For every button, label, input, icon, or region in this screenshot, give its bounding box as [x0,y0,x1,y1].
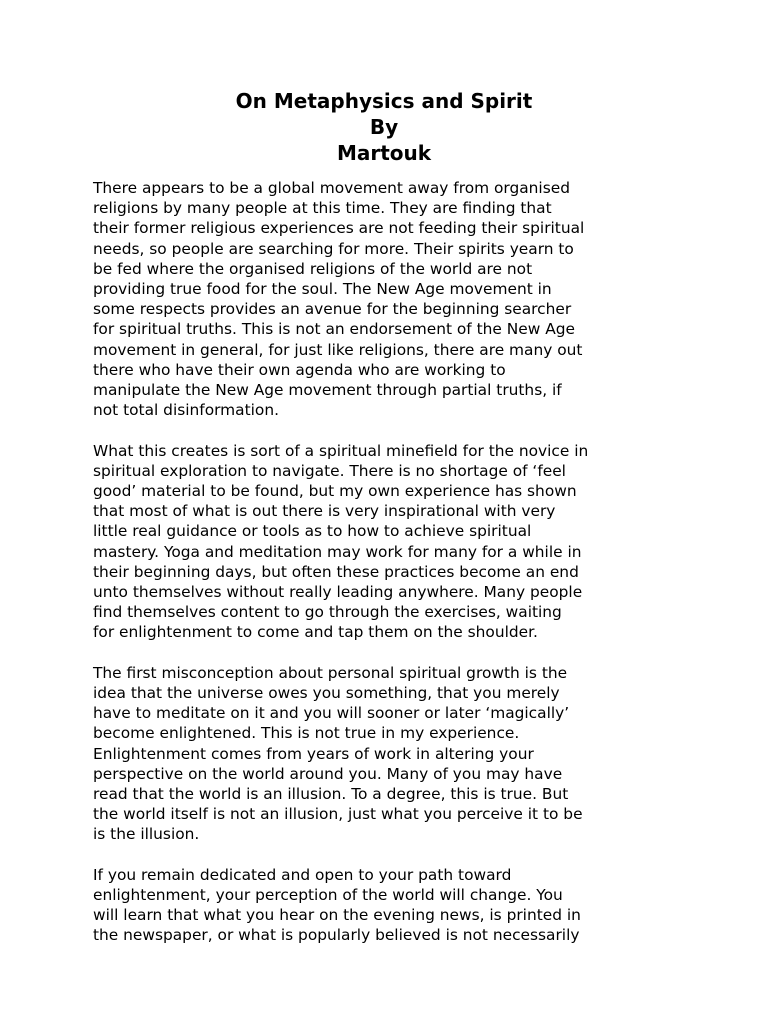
paragraph-line: for enlightenment to come and tap them on the shoulder. [93,623,538,642]
paragraph-line: religions by many people at this time. They are finding that [93,199,552,218]
paragraph-line: perspective on the world around you. Many of you may have [93,764,563,783]
paragraph-line: enlightenment, your perception of the world will change. You [93,886,563,905]
paragraph-line: movement in general, for just like religions, there are many out [93,340,583,359]
paragraph-line: If you remain dedicated and open to your path toward [93,865,512,884]
paragraph-line: The first misconception about personal spiritual growth is the [93,663,568,682]
paragraph-line: mastery. Yoga and meditation may work for many for a while in [93,542,582,561]
paragraph-line: the newspaper, or what is popularly believed is not necessarily [93,926,580,945]
paragraph-line: manipulate the New Age movement through partial truths, if [93,381,562,400]
paragraph-line: providing true food for the soul. The New Age movement in [93,280,552,299]
paragraph-line: will learn that what you hear on the evening news, is printed in [93,906,581,925]
paragraph-line: What this creates is sort of a spiritual minefield for the novice in [93,441,589,460]
paragraph-line: There appears to be a global movement away from organised [93,179,570,197]
paragraph-line: little real guidance or tools as to how to achieve spiritual [93,522,532,541]
paragraph [93,865,693,946]
paragraph-line: some respects provides an avenue for the beginning searcher [93,300,572,319]
paragraph-line: read that the world is an illusion. To a degree, this is true. But [93,785,569,804]
paragraph [93,441,693,643]
paragraph-line: good’ material to be found, but my own experience has shown [93,482,577,501]
document-title [0,88,768,166]
paragraph-line: their beginning days, but often these practices become an end [93,562,579,581]
title-line-by: By [369,115,399,139]
paragraph-line: have to meditate on it and you will sooner or later ‘magically’ [93,704,570,723]
paragraph-line: not total disinformation. [93,401,279,420]
title-line-main: On Metaphysics and Spirit [235,89,533,113]
document-body [93,178,693,966]
paragraph-line: the world itself is not an illusion, just what you perceive it to be [93,805,583,824]
paragraph [93,663,693,845]
paragraph-line: that most of what is out there is very inspirational with very [93,502,556,521]
paragraph-line: be fed where the organised religions of the world are not [93,259,533,278]
paragraph-line: there who have their own agenda who are working to [93,360,506,379]
paragraph-line: spiritual exploration to navigate. There is no shortage of ‘feel [93,461,566,480]
paragraph-line: needs, so people are searching for more. Their spirits yearn to [93,239,574,258]
paragraph [93,178,693,420]
title-line-author: Martouk [336,141,432,165]
paragraph-line: become enlightened. This is not true in my experience. [93,724,520,743]
paragraph-line: is the illusion. [93,825,200,844]
paragraph-line: unto themselves without really leading anywhere. Many people [93,583,583,602]
paragraph-line: idea that the universe owes you something, that you merely [93,684,560,703]
paragraph-line: Enlightenment comes from years of work in altering your [93,744,534,763]
paragraph-line: for spiritual truths. This is not an endorsement of the New Age [93,320,575,339]
paragraph-line: their former religious experiences are not feeding their spiritual [93,219,585,238]
paragraph-line: find themselves content to go through the exercises, waiting [93,603,562,622]
